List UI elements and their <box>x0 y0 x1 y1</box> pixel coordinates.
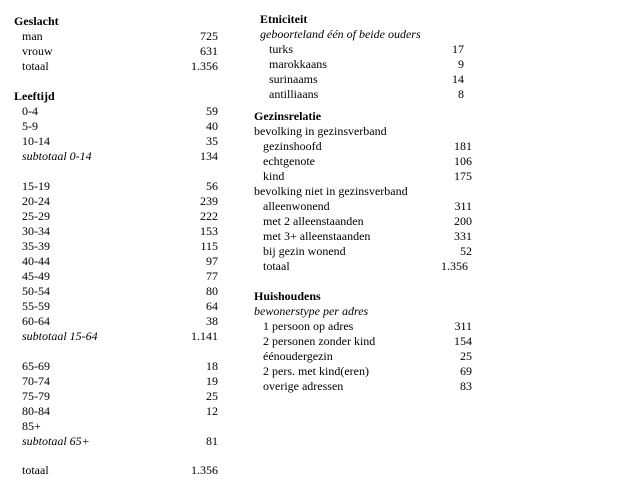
row-label: 2 personen zonder kind <box>263 334 376 348</box>
row-value: 181 <box>454 139 472 153</box>
group-label: bevolking in gezinsverband <box>254 124 387 138</box>
row-value: 40 <box>206 119 218 133</box>
row-label: alleenwonend <box>263 199 330 213</box>
total-value: 1.356 <box>441 259 468 273</box>
table-row <box>0 199 640 214</box>
table-row <box>0 154 640 169</box>
row-label: 0-4 <box>22 104 38 118</box>
row-label: 70-74 <box>22 374 50 388</box>
table-row <box>0 87 640 102</box>
table-row <box>0 42 640 57</box>
table-row <box>0 139 640 154</box>
table-row <box>0 379 640 394</box>
table-row <box>0 419 640 434</box>
row-value: 311 <box>454 319 472 333</box>
table-row <box>0 72 640 87</box>
row-value: 80 <box>206 284 218 298</box>
total-row <box>0 259 640 274</box>
gezinsrelatie-heading: Gezinsrelatie <box>254 109 322 123</box>
row-label: gezinshoofd <box>263 139 322 153</box>
row-value: 115 <box>200 239 218 253</box>
table-row <box>0 334 640 349</box>
row-label: man <box>22 29 43 43</box>
row-value: 38 <box>206 314 218 328</box>
subtotal-label: subtotaal 15-64 <box>22 329 98 343</box>
row-label: 20-24 <box>22 194 50 208</box>
table-row <box>0 229 640 244</box>
row-value: 83 <box>460 379 472 393</box>
row-label: 1 persoon op adres <box>263 319 354 333</box>
row-label: kind <box>263 169 285 183</box>
row-label: bij gezin wonend <box>263 244 346 258</box>
row-value: 311 <box>454 199 472 213</box>
row-label: 35-39 <box>22 239 50 253</box>
row-label: 40-44 <box>22 254 50 268</box>
table-row <box>0 57 640 72</box>
row-value: 331 <box>454 229 472 243</box>
row-value: 59 <box>206 104 218 118</box>
row-value: 239 <box>200 194 218 208</box>
row-value: 52 <box>460 244 472 258</box>
huishoudens-subtitle: bewonerstype per adres <box>254 304 369 318</box>
row-value: 56 <box>206 179 218 193</box>
row-value: 69 <box>460 364 472 378</box>
table-row <box>0 364 640 379</box>
row-label: echtgenote <box>263 154 315 168</box>
subtotal-label: subtotaal 0-14 <box>22 149 92 163</box>
table-row <box>0 319 640 334</box>
row-value: 725 <box>200 29 218 43</box>
row-label: 75-79 <box>22 389 50 403</box>
group-label: bevolking niet in gezinsverband <box>254 184 408 198</box>
row-value: 8 <box>458 87 464 101</box>
row-value: 14 <box>452 72 464 86</box>
row-label: 65-69 <box>22 359 50 373</box>
row-label: 55-59 <box>22 299 50 313</box>
table-row <box>0 169 640 184</box>
row-value: 19 <box>206 374 218 388</box>
subtotal-value: 134 <box>200 149 218 163</box>
subtotal-label: subtotaal 65+ <box>22 434 90 448</box>
row-label: totaal <box>22 59 49 73</box>
row-label: éénoudergezin <box>263 349 333 363</box>
row-value: 631 <box>200 44 218 58</box>
row-value: 1.356 <box>191 59 218 73</box>
row-value: 154 <box>454 334 472 348</box>
row-value: 97 <box>206 254 218 268</box>
row-label: antilliaans <box>269 87 319 101</box>
row-label: vrouw <box>22 44 53 58</box>
huishoudens-heading: Huishoudens <box>254 289 321 303</box>
row-value: 35 <box>206 134 218 148</box>
row-value: 12 <box>206 404 218 418</box>
row-value: 25 <box>206 389 218 403</box>
row-label: turks <box>269 42 293 56</box>
row-value: 17 <box>452 42 464 56</box>
row-label: met 2 alleenstaanden <box>263 214 364 228</box>
subtotal-row <box>0 434 640 449</box>
row-value: 175 <box>454 169 472 183</box>
table-row <box>0 349 640 364</box>
subtotal-value: 81 <box>206 434 218 448</box>
row-label: overige adressen <box>263 379 344 393</box>
total-value: 1.356 <box>191 463 218 477</box>
row-value: 18 <box>206 359 218 373</box>
row-label: 10-14 <box>22 134 50 148</box>
row-label: 60-64 <box>22 314 50 328</box>
etniciteit-heading: Etniciteit <box>260 12 308 26</box>
row-label: 5-9 <box>22 119 38 133</box>
row-label: 25-29 <box>22 209 50 223</box>
row-value: 106 <box>454 154 472 168</box>
table-row <box>0 404 640 419</box>
row-value: 77 <box>206 269 218 283</box>
row-label: met 3+ alleenstaanden <box>263 229 371 243</box>
row-label: 30-34 <box>22 224 50 238</box>
row-label: 45-49 <box>22 269 50 283</box>
row-value: 64 <box>206 299 218 313</box>
leeftijd-heading: Leeftijd <box>14 89 55 103</box>
row-value: 222 <box>200 209 218 223</box>
row-label: surinaams <box>269 72 318 86</box>
etniciteit-subtitle: geboorteland één of beide ouders <box>260 27 421 41</box>
total-label: totaal <box>263 259 290 273</box>
geslacht-heading: Geslacht <box>14 14 59 28</box>
row-label: 50-54 <box>22 284 50 298</box>
row-label: 15-19 <box>22 179 50 193</box>
row-value: 153 <box>200 224 218 238</box>
row-value: 25 <box>460 349 472 363</box>
row-label: 2 pers. met kind(eren) <box>263 364 369 378</box>
table-row <box>0 244 640 259</box>
table-row <box>0 214 640 229</box>
total-label: totaal <box>22 463 49 477</box>
total-row <box>0 463 640 478</box>
row-value: 200 <box>454 214 472 228</box>
row-label: 80-84 <box>22 404 50 418</box>
row-value: 9 <box>458 57 464 71</box>
row-label: marokkaans <box>269 57 327 71</box>
row-label: 85+ <box>22 419 41 433</box>
subtotal-value: 1.141 <box>191 329 218 343</box>
